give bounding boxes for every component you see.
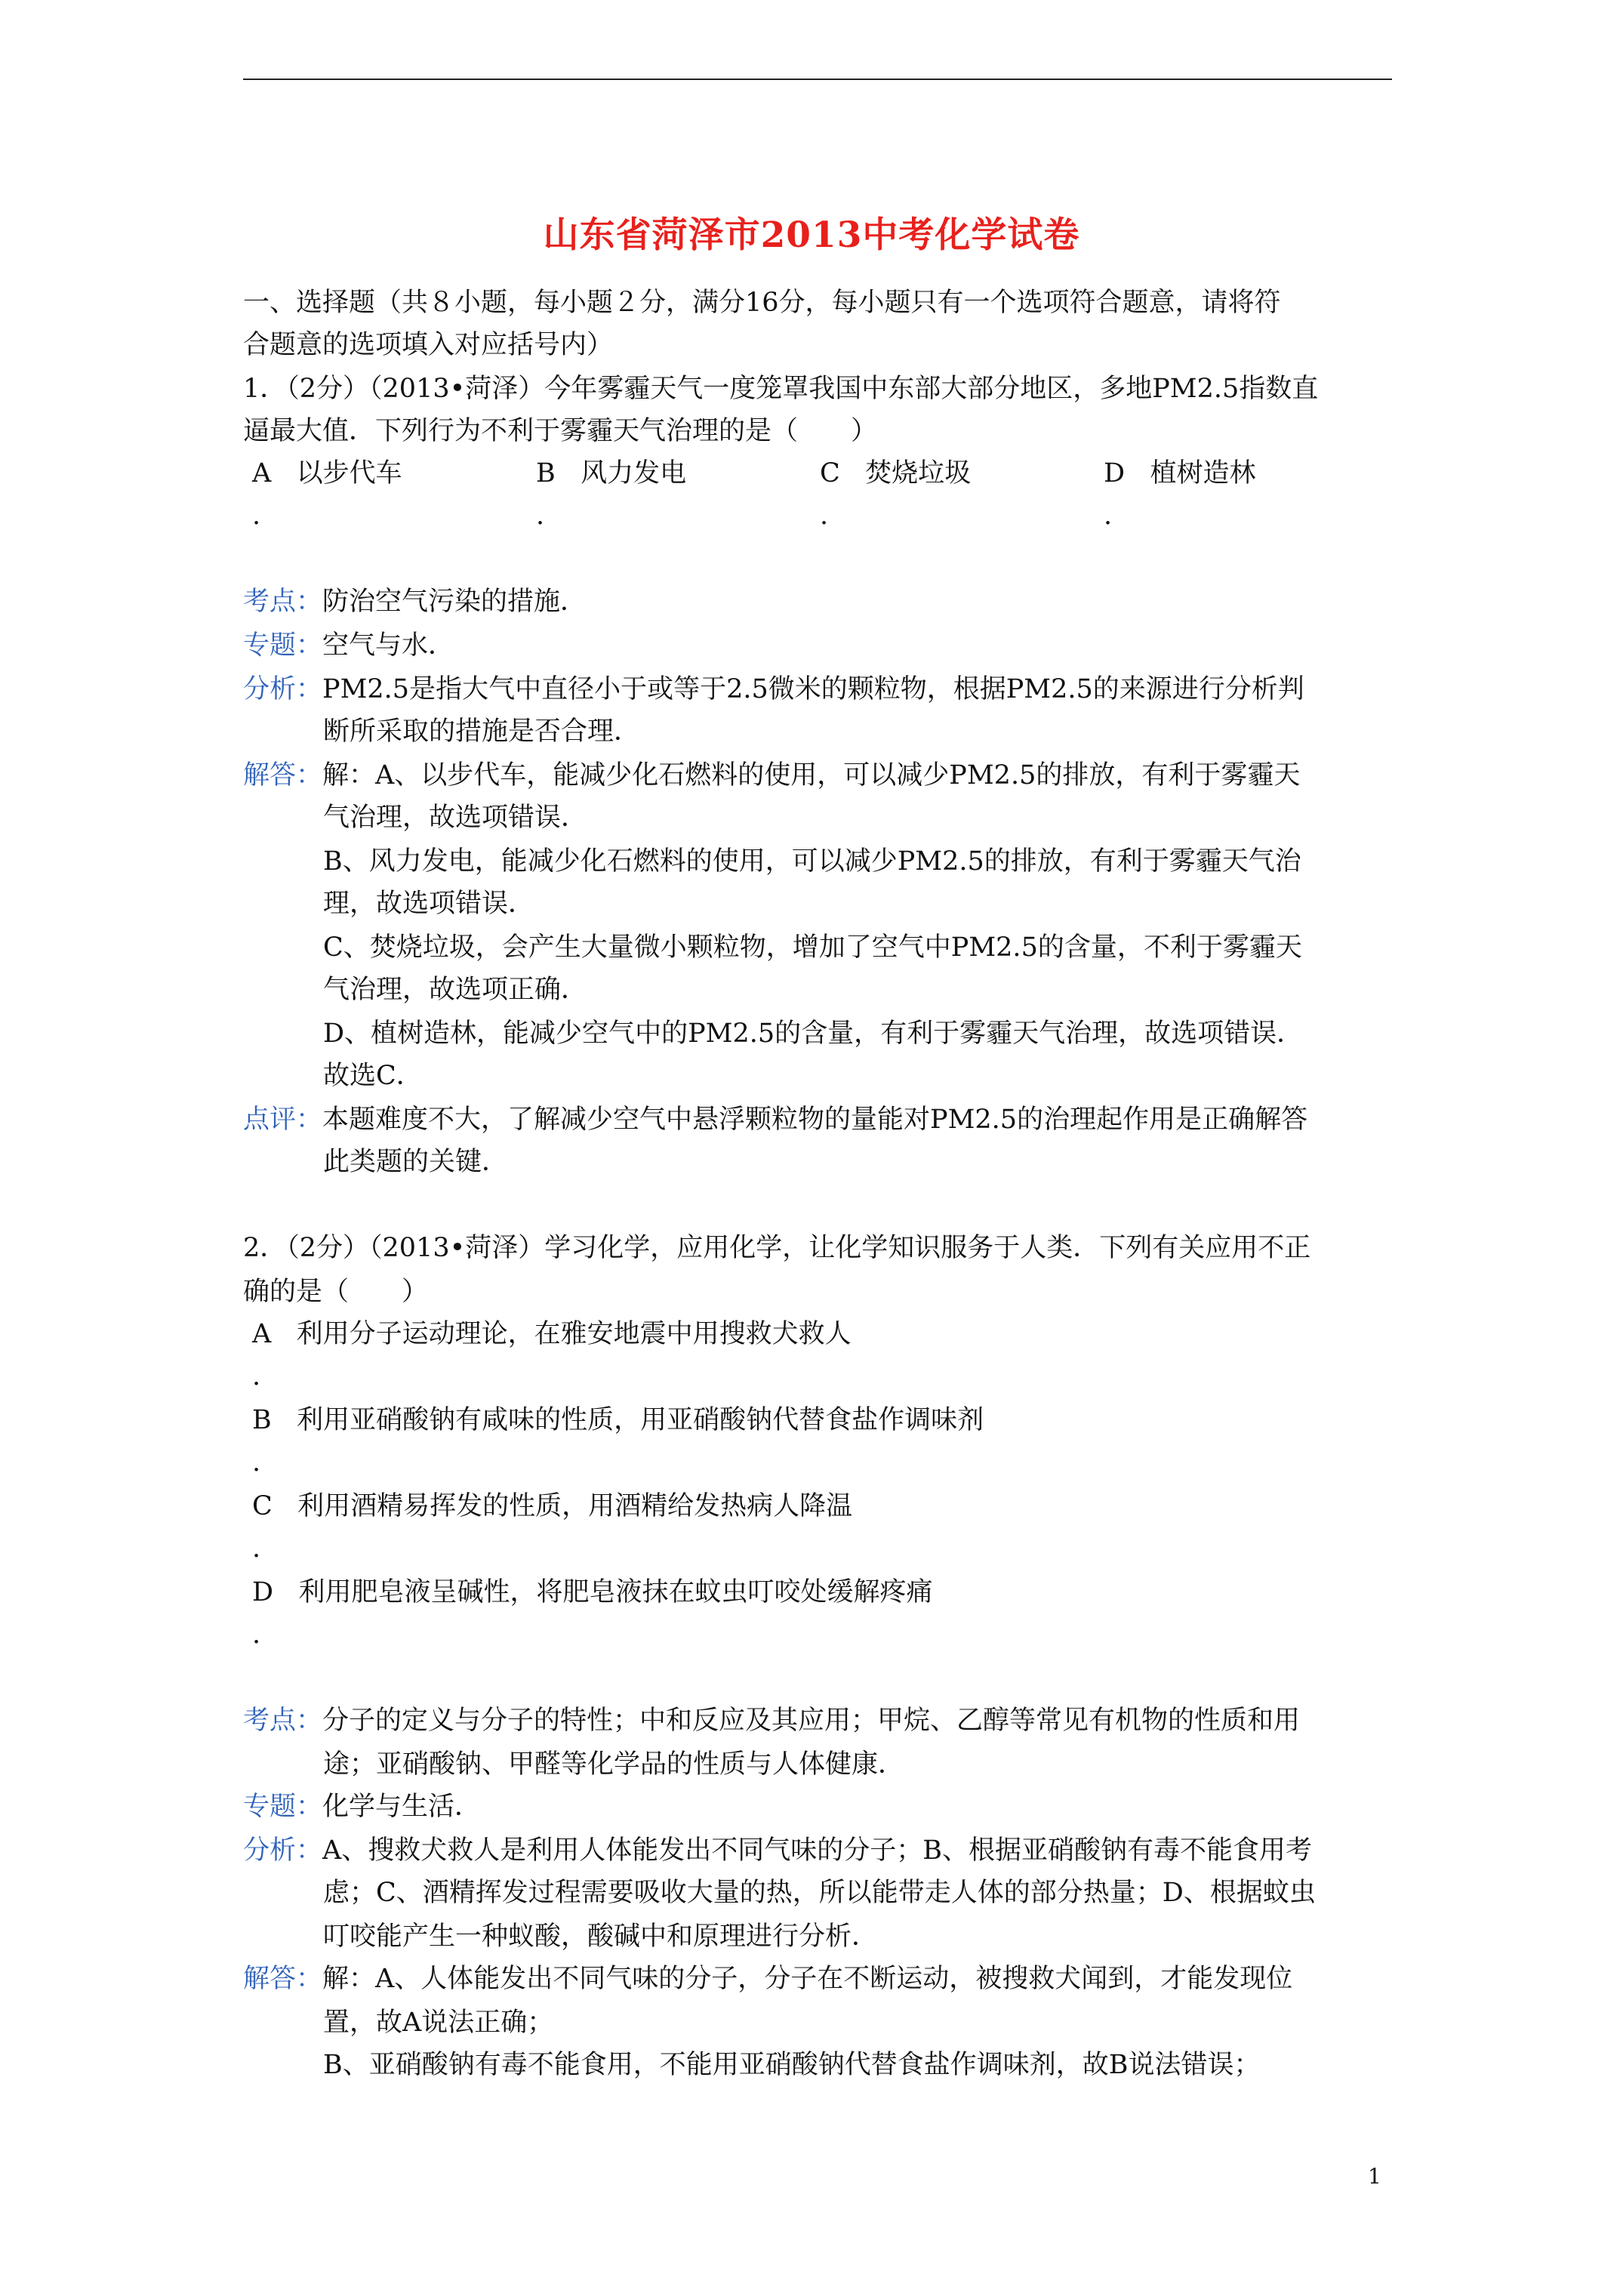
q1-jieda-line-5: C、焚烧垃圾，会产生大量微小颗粒物，增加了空气中PM2.5的含量，不利于雾霾天 [323, 932, 1302, 963]
option-text: 利用分子运动理论，在雅安地震中用搜救犬救人 [296, 1319, 852, 1349]
q2-fenxi-line-3: 叮咬能产生一种蚁酸，酸碱中和原理进行分析． [323, 1922, 879, 1952]
q2-stem-line-2: 确的是（ ） [243, 1277, 429, 1307]
q1-option-c [820, 455, 971, 492]
q2-jieda-line-3: B、亚硝酸钠有毒不能食用，不能用亚硝酸钠代替食盐作调味剂，故B说法错误； [323, 2050, 1261, 2080]
q2-option-c [252, 1487, 852, 1525]
kaodian-label: 考点： [243, 1706, 323, 1736]
q2-zhuanti [243, 1788, 481, 1826]
q1-dianping-line-2: 此类题的关键． [323, 1147, 509, 1177]
q1-jieda-line-4: 理，故选项错误． [323, 889, 535, 919]
q2-jieda-line-2: 置，故A说法正确； [323, 2008, 554, 2038]
option-letter: A [252, 458, 272, 488]
q2-kaodian-line-1 [243, 1702, 1300, 1740]
q2-option-b [252, 1401, 984, 1439]
dianping-label: 点评： [243, 1105, 323, 1135]
option-text: 以步代车 [296, 458, 402, 488]
kaodian-text: 防治空气污染的措施． [322, 587, 587, 617]
zhuanti-label: 专题： [243, 630, 323, 661]
q2-jieda-line-1 [243, 1960, 1292, 1998]
option-text: 利用酒精易挥发的性质，用酒精给发热病人降温 [297, 1491, 853, 1521]
q2-fenxi-line-2: 虑；C、酒精挥发过程需要吸收大量的热，所以能带走人体的部分热量；D、根据蚊虫 [323, 1878, 1316, 1908]
option-letter: B [252, 1405, 272, 1435]
section-heading-line-1: 一、选择题（共８小题，每小题２分，满分16分，每小题只有一个选项符合题意，请将符 [243, 288, 1281, 318]
fenxi-label: 分析： [243, 1835, 323, 1866]
q1-option-d-dot: . [1104, 501, 1113, 531]
q1-option-a [252, 455, 402, 492]
q1-fenxi-line-2: 断所采取的措施是否合理． [323, 717, 641, 747]
q1-jieda-line-2: 气治理，故选项错误． [323, 803, 588, 833]
q2-stem-line-1: 2．（2分）（2013•菏泽）学习化学，应用化学，让化学知识服务于人类．下列有关应用不正 [243, 1233, 1311, 1263]
q2-option-a [252, 1315, 852, 1353]
option-text: 植树造林 [1150, 458, 1256, 488]
exam-title: 山东省菏泽市2013中考化学试卷 [543, 214, 1080, 256]
q1-option-a-dot: . [252, 501, 261, 531]
zhuanti-text: 化学与生活． [322, 1792, 482, 1822]
option-text: 利用肥皂液呈碱性，将肥皂液抹在蚊虫叮咬处缓解疼痛 [298, 1577, 933, 1607]
option-letter: D [252, 1577, 274, 1607]
q1-zhuanti [243, 627, 454, 664]
q1-jieda-line-8: 故选C． [323, 1061, 423, 1091]
fenxi-label: 分析： [243, 674, 323, 704]
q1-jieda-line-3: B、风力发电，能减少化石燃料的使用，可以减少PM2.5的排放，有利于雾霾天气治 [323, 846, 1301, 877]
q1-kaodian [243, 583, 587, 621]
fenxi-text: A、搜救犬救人是利用人体能发出不同气味的分子；B、根据亚硝酸钠有毒不能食用考 [322, 1835, 1313, 1866]
jieda-label: 解答： [243, 1964, 323, 1994]
q1-stem-line-2: 逼最大值．下列行为不利于雾霾天气治理的是（ ） [243, 416, 878, 446]
q2-fenxi-line-1 [243, 1832, 1312, 1869]
q1-jieda-line-6: 气治理，故选项正确． [323, 975, 588, 1005]
page-number: 1 [1368, 2164, 1381, 2189]
header-rule [243, 79, 1392, 80]
q2-option-b-dot: . [252, 1447, 261, 1478]
section-heading-line-2: 合题意的选项填入对应括号内） [243, 330, 614, 360]
dianping-text: 本题难度不大，了解减少空气中悬浮颗粒物的量能对PM2.5的治理起作用是正确解答 [322, 1105, 1308, 1135]
q2-option-a-dot: . [252, 1361, 261, 1391]
option-letter: A [252, 1319, 272, 1349]
q1-option-b-dot: . [536, 501, 545, 531]
q1-option-c-dot: . [820, 501, 829, 531]
q2-kaodian-line-2: 途；亚硝酸钠、甲醛等化学品的性质与人体健康． [323, 1749, 905, 1780]
q1-jieda-line-1 [243, 757, 1300, 794]
q1-jieda-line-7: D、植树造林，能减少空气中的PM2.5的含量，有利于雾霾天气治理，故选项错误． [323, 1019, 1304, 1049]
q1-option-b [536, 455, 686, 492]
fenxi-text: PM2.5是指大气中直径小于或等于2.5微米的颗粒物，根据PM2.5的来源进行分析判 [322, 674, 1304, 704]
option-letter: C [252, 1491, 273, 1521]
kaodian-label: 考点： [243, 587, 323, 617]
q2-option-d-dot: . [252, 1620, 261, 1650]
q2-option-d [252, 1573, 932, 1611]
option-letter: B [536, 458, 556, 488]
option-text: 利用亚硝酸钠有咸味的性质，用亚硝酸钠代替食盐作调味剂 [297, 1405, 984, 1435]
jieda-label: 解答： [243, 760, 323, 791]
zhuanti-label: 专题： [243, 1792, 323, 1822]
option-letter: C [820, 458, 840, 488]
zhuanti-text: 空气与水． [322, 630, 455, 661]
option-text: 风力发电 [581, 458, 687, 488]
kaodian-text: 分子的定义与分子的特性；中和反应及其应用；甲烷、乙醇等常见有机物的性质和用 [322, 1706, 1301, 1736]
q2-option-c-dot: . [252, 1533, 261, 1564]
q1-stem-line-1: 1．（2分）（2013•菏泽）今年雾霾天气一度笼罩我国中东部大部分地区，多地PM2.5指数直 [243, 374, 1319, 404]
q1-option-d [1104, 455, 1255, 492]
jieda-text: 解：A、以步代车，能减少化石燃料的使用，可以减少PM2.5的排放，有利于雾霾天 [322, 760, 1301, 791]
q1-fenxi-line-1 [243, 670, 1304, 708]
jieda-text: 解：A、人体能发出不同气味的分子，分子在不断运动，被搜救犬闻到，才能发现位 [322, 1964, 1293, 1994]
option-letter: D [1104, 458, 1126, 488]
option-text: 焚烧垃圾 [865, 458, 972, 488]
q1-dianping-line-1 [243, 1101, 1307, 1139]
